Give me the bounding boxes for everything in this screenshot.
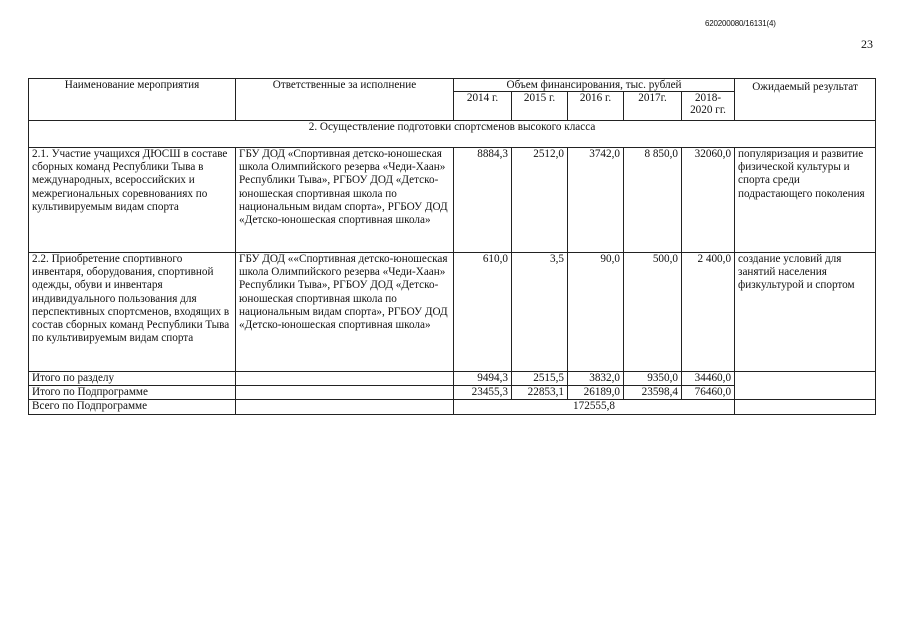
table-row: [29, 253, 876, 372]
header-year: 2016 г.: [568, 92, 624, 121]
header-name: Наименование мероприятия: [29, 79, 236, 121]
total-value: 76460,0: [682, 386, 735, 400]
funding-table: [28, 78, 876, 415]
row-responsible: ГБУ ДОД ««Спортивная детско-юношеская школа Олимпийского резерва «Чеди-Хаан» Республики Тыва», РГБОУ ДОД «Детско-юношеская спортивная школа по национальным видам спорта», РГБОУ ДОД «Детско-юношеская спортивная школа»: [236, 253, 454, 372]
header-year: 2018-2020 гг.: [682, 92, 735, 121]
row-name: 2.2. Приобретение спортивного инвентаря, оборудования, спортивной одежды, обуви и инвентаря индивидуального пользования для перспективных спортсменов, входящих в состав сборных команд Республики Тыва по культивируемым видам спорта: [29, 253, 236, 372]
total-value: 3832,0: [568, 372, 624, 386]
grand-total-row: [29, 400, 876, 414]
section-row: [29, 121, 876, 148]
total-value: 26189,0: [568, 386, 624, 400]
total-label: Итого по разделу: [29, 372, 236, 386]
row-value: 90,0: [568, 253, 624, 372]
total-row: [29, 372, 876, 386]
empty-cell: [236, 386, 454, 400]
table-row: [29, 148, 876, 253]
grand-total-label: Всего по Подпрограмме: [29, 400, 236, 414]
document-id: 620200080/16131(4): [705, 19, 776, 28]
header-result: Ожидаемый результат: [735, 79, 876, 121]
empty-cell: [236, 400, 454, 414]
header-year: 2014 г.: [454, 92, 512, 121]
grand-total-value: 172555,8: [454, 400, 735, 414]
row-responsible: ГБУ ДОД «Спортивная детско-юношеская школа Олимпийского резерва «Чеди-Хаан» Республики Тыва», РГБОУ ДОД «Детско-юношеская спортивная школа по национальным видам спорта», РГБОУ ДОД «Детско-юношеская спортивная школа»: [236, 148, 454, 253]
total-value: 9494,3: [454, 372, 512, 386]
total-value: 23598,4: [624, 386, 682, 400]
row-name: 2.1. Участие учащихся ДЮСШ в составе сборных команд Республики Тыва в международных, всероссийских и межрегиональных соревнованиях по культивируемым видам спорта: [29, 148, 236, 253]
header-year: 2015 г.: [512, 92, 568, 121]
row-value: 2512,0: [512, 148, 568, 253]
row-value: 8 850,0: [624, 148, 682, 253]
section-title: 2. Осуществление подготовки спортсменов высокого класса: [29, 121, 876, 148]
header-year: 2017г.: [624, 92, 682, 121]
row-value: 500,0: [624, 253, 682, 372]
empty-cell: [236, 372, 454, 386]
total-value: 22853,1: [512, 386, 568, 400]
header-row: [29, 79, 876, 92]
row-value: 2 400,0: [682, 253, 735, 372]
row-value: 3,5: [512, 253, 568, 372]
row-value: 3742,0: [568, 148, 624, 253]
row-value: 32060,0: [682, 148, 735, 253]
row-value: 610,0: [454, 253, 512, 372]
total-value: 9350,0: [624, 372, 682, 386]
row-value: 8884,3: [454, 148, 512, 253]
header-funding: Объем финансирования, тыс. рублей: [454, 79, 735, 92]
header-responsible: Ответственные за исполнение: [236, 79, 454, 121]
total-value: 34460,0: [682, 372, 735, 386]
page-number: 23: [861, 37, 873, 51]
row-result: популяризация и развитие физической культуры и спорта среди подрастающего поколения: [735, 148, 876, 253]
row-result: создание условий для занятий населения физкультурой и спортом: [735, 253, 876, 372]
empty-cell: [735, 400, 876, 414]
total-label: Итого по Подпрограмме: [29, 386, 236, 400]
empty-cell: [735, 372, 876, 400]
total-value: 2515,5: [512, 372, 568, 386]
total-value: 23455,3: [454, 386, 512, 400]
